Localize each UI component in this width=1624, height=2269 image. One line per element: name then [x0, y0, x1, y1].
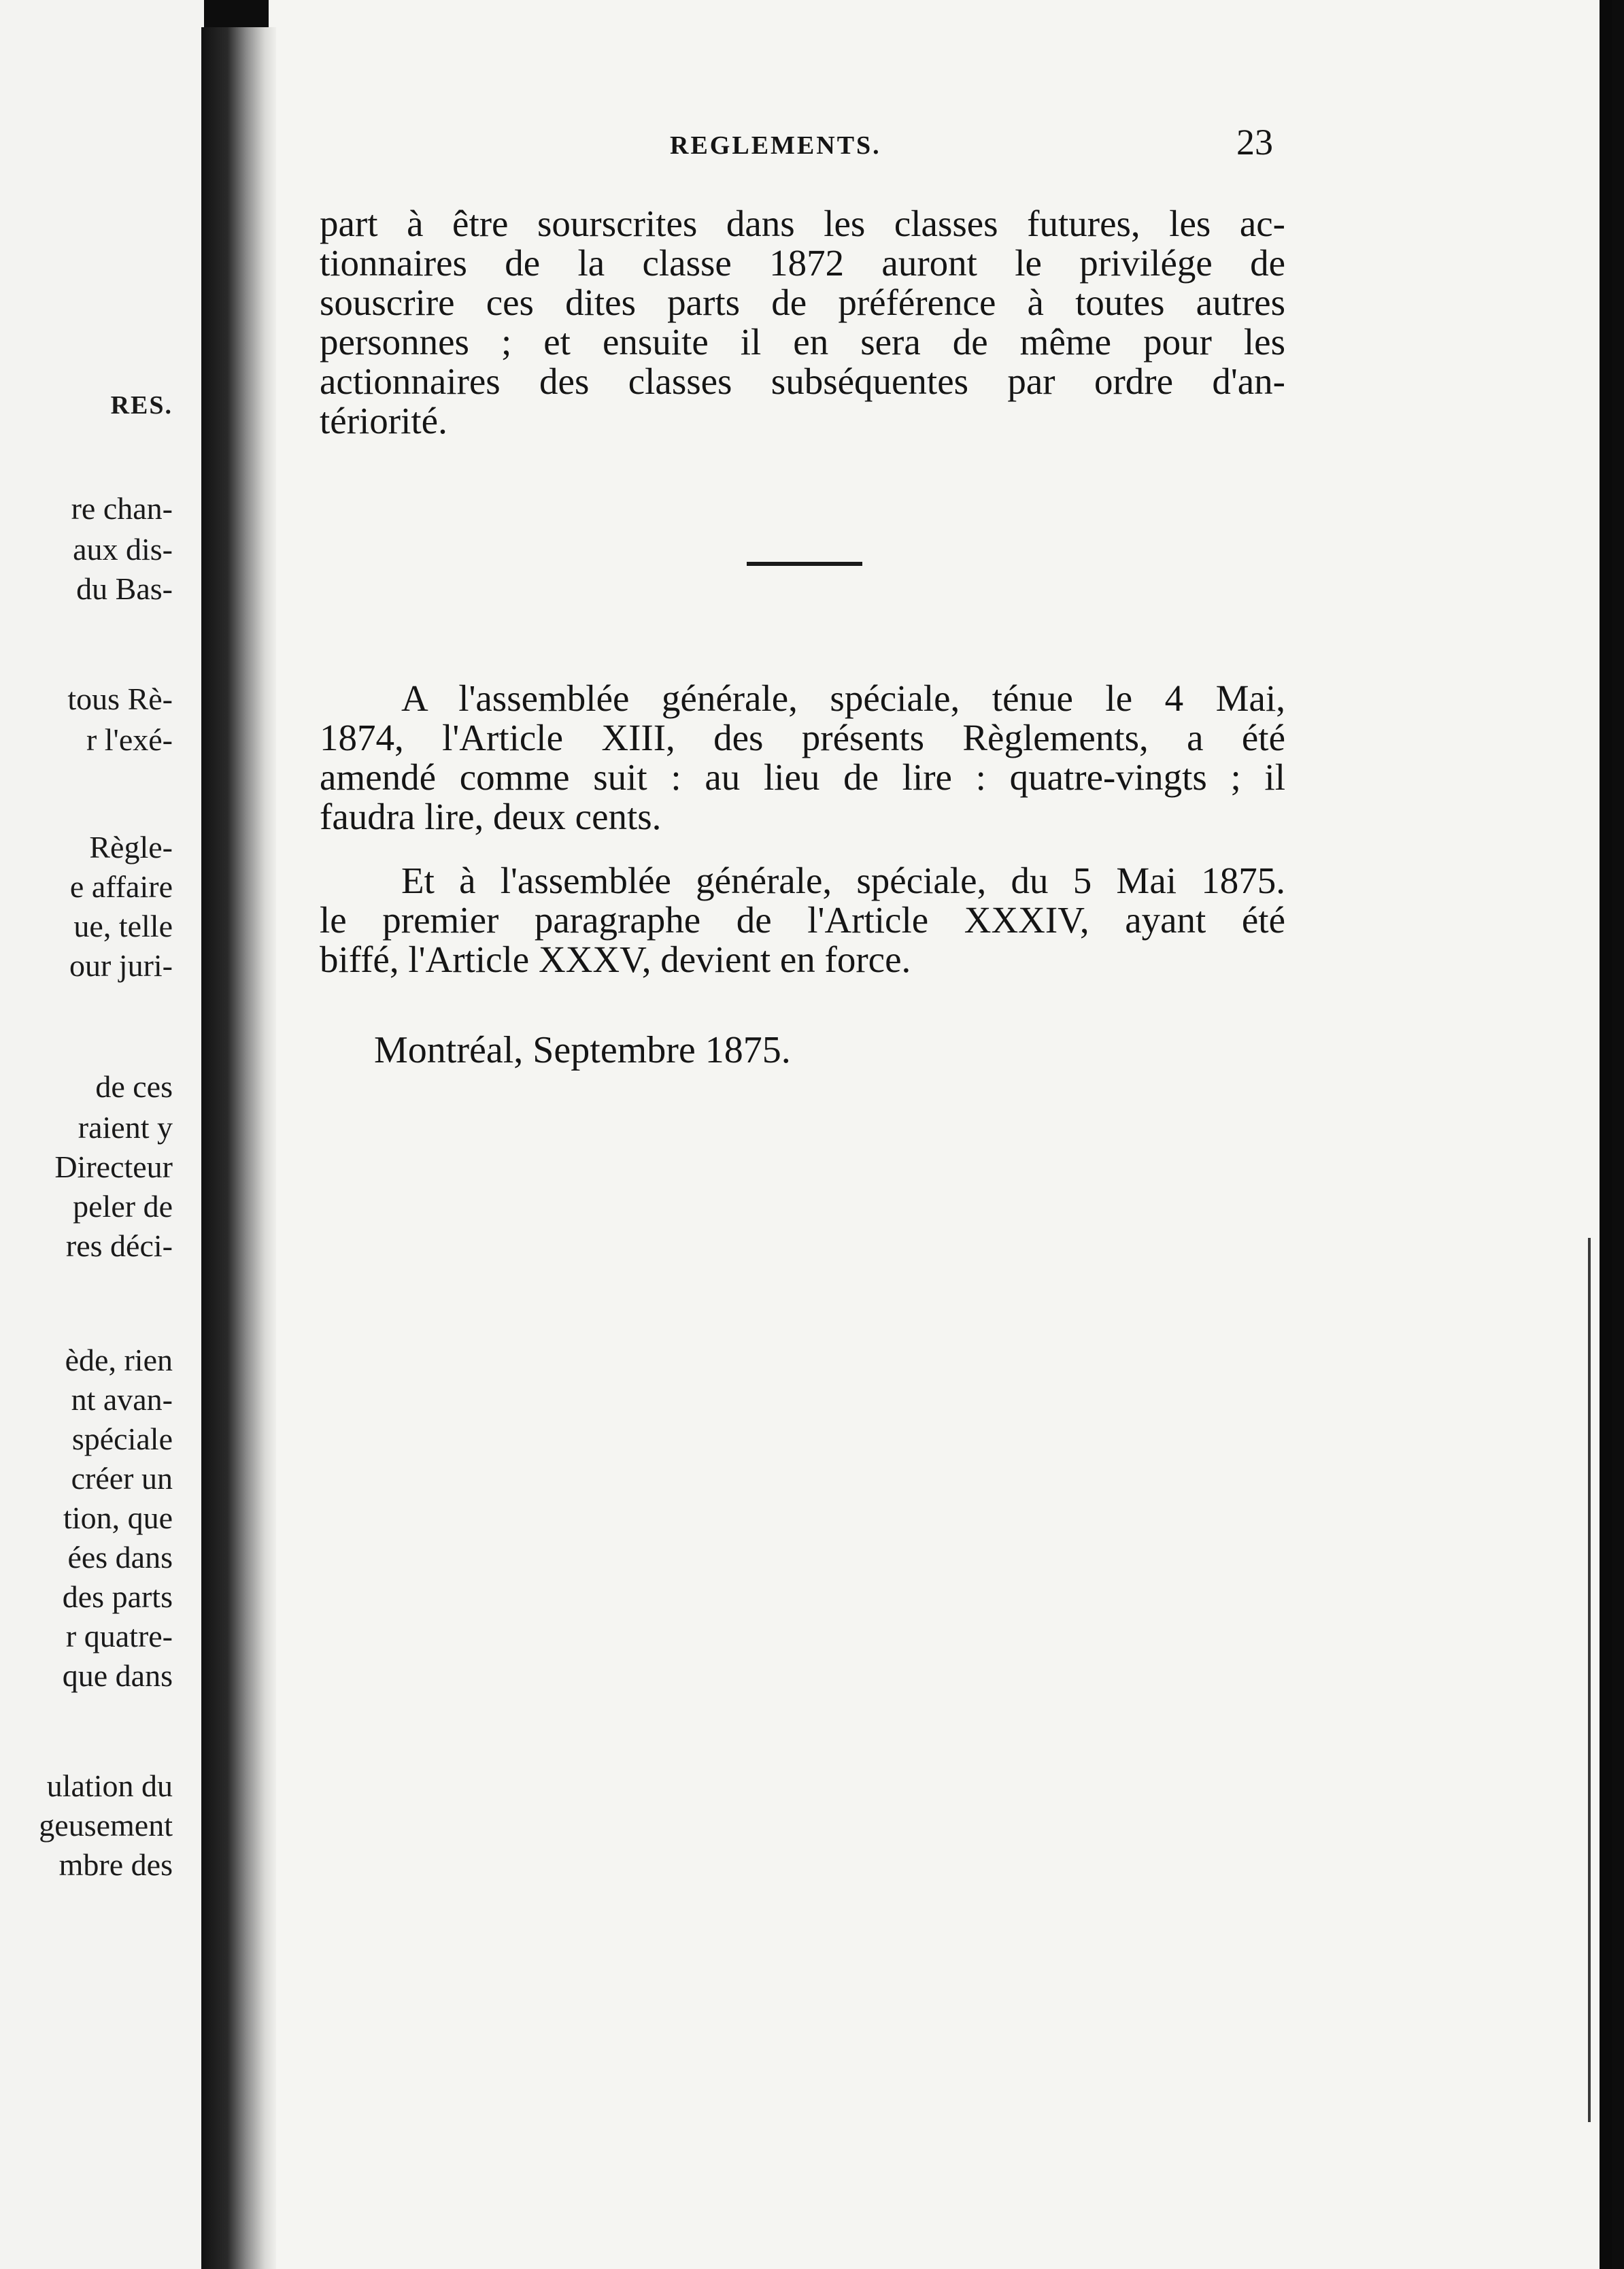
place-date-signature: Montréal, Septembre 1875. — [374, 1029, 791, 1071]
left-line: e affaire — [69, 869, 173, 904]
left-page-text — [0, 0, 173, 2269]
left-line: re chan- — [71, 491, 173, 526]
left-line: des parts — [62, 1579, 173, 1614]
text-line: amendé comme suit : au lieu de lire : quatre-vingts ; il — [320, 756, 1285, 798]
left-line: res déci- — [65, 1228, 173, 1263]
paragraph-amendment-1874 — [320, 679, 1285, 837]
text-line: tériorité. — [320, 400, 447, 441]
left-line: r quatre- — [65, 1619, 173, 1653]
text-line: personnes ; et ensuite il en sera de même pour les — [320, 321, 1285, 363]
left-line: mbre des — [58, 1847, 173, 1882]
text-line: biffé, l'Article XXXV, devient en force. — [320, 939, 911, 980]
left-line: ède, rien — [65, 1343, 173, 1377]
text-line: tionnaires de la classe 1872 auront le privilége de — [320, 242, 1285, 284]
running-head: REGLEMENTS. — [670, 131, 881, 160]
text-line: actionnaires des classes subséquentes par ordre d'an- — [320, 360, 1285, 402]
left-line: ulation du — [46, 1768, 173, 1803]
left-line: raient y — [78, 1110, 173, 1145]
left-line: geusement — [39, 1808, 173, 1843]
left-line: peler de — [73, 1189, 173, 1224]
page-frame-line — [1588, 1238, 1591, 2122]
left-line: que dans — [62, 1658, 173, 1693]
left-line: de ces — [95, 1069, 173, 1104]
left-line: spéciale — [71, 1422, 173, 1456]
left-line: ées dans — [67, 1540, 173, 1575]
left-line: RES. — [110, 391, 173, 420]
page-number: 23 — [1236, 122, 1273, 163]
left-line: r l'exé- — [86, 722, 173, 757]
left-line: Directeur — [54, 1149, 173, 1184]
text-line: part à être sourscrites dans les classes futures, les ac- — [320, 203, 1285, 244]
page-edge-shadow — [1600, 0, 1612, 2269]
left-line: créer un — [71, 1461, 173, 1496]
left-line: tous Rè- — [67, 682, 173, 716]
left-line: ue, telle — [73, 909, 173, 943]
left-page — [0, 0, 204, 2269]
text-line: A l'assemblée générale, spéciale, ténue le 4 Mai, — [401, 677, 1285, 719]
left-line: nt avan- — [71, 1382, 173, 1417]
paragraph-continuation — [320, 204, 1285, 441]
text-line: 1874, l'Article XIII, des présents Règlements, a été — [320, 717, 1285, 758]
book-gutter — [201, 27, 276, 2269]
paragraph-amendment-1875 — [320, 861, 1285, 979]
text-line: souscrire ces dites parts de préférence à toutes autres — [320, 282, 1285, 323]
text-line: Et à l'assemblée générale, spéciale, du 5 Mai 1875. — [401, 860, 1285, 901]
left-line: du Bas- — [76, 571, 173, 606]
text-line: faudra lire, deux cents. — [320, 796, 662, 837]
text-line: le premier paragraphe de l'Article XXXIV, ayant été — [320, 899, 1285, 941]
left-line: aux dis- — [73, 532, 173, 567]
section-divider — [747, 562, 862, 566]
left-line: Règle- — [89, 830, 173, 864]
left-line: our juri- — [69, 948, 173, 983]
left-line: tion, que — [63, 1500, 173, 1535]
